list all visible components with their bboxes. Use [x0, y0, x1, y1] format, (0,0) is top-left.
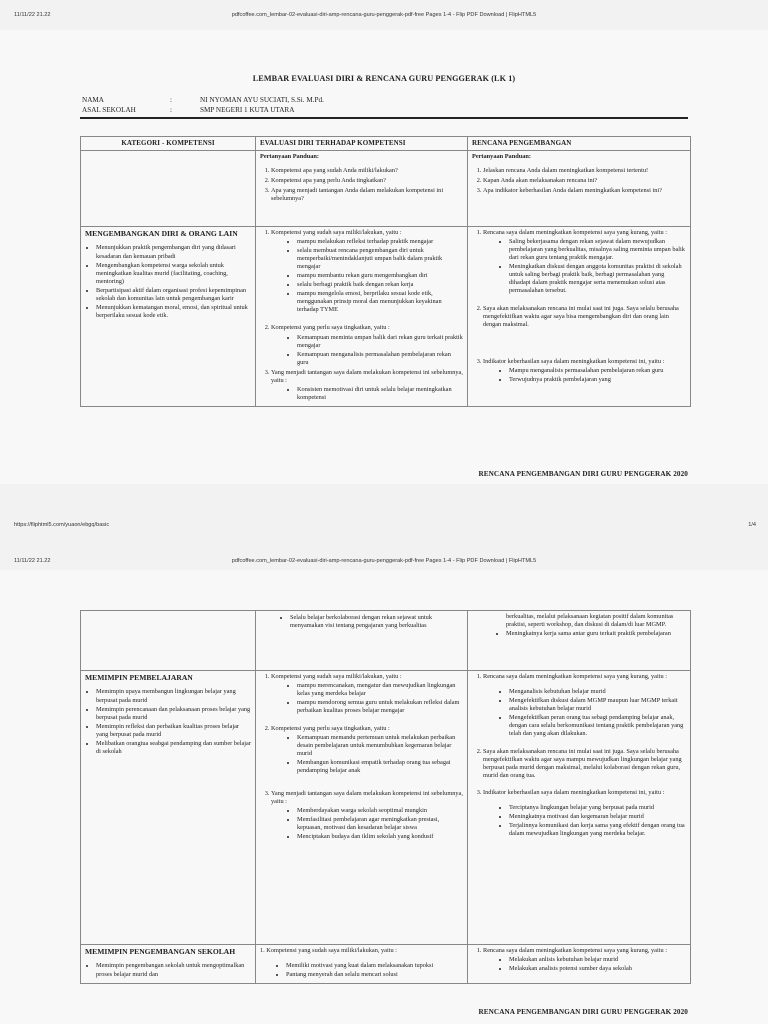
rencana-list: [472, 673, 686, 838]
guide-evaluasi-list: [260, 167, 463, 203]
sub-list: [483, 238, 686, 295]
list-item: • Mengefektifkan peran orang tua sebagi pendamping belajar anak, dengan cara selalu berkomunikasi tentang praktik pembelajaran yang telah dan yang akan dilakukan.: [509, 714, 686, 738]
evaluation-table-continued: [80, 610, 691, 984]
header-evaluasi: EVALUASI DIRI TERHADAP KOMPETENSI: [256, 137, 468, 151]
sekolah-value: SMP NEGERI 1 KUTA UTARA: [200, 106, 295, 114]
category-cell-memimpin-pembelajaran: [81, 671, 256, 945]
list-item: • Memimpin perencanaan dan pelaksanaan proses belajar yang berpusat pada murid: [96, 706, 251, 722]
nama-value: NI NYOMAN AYU SUCIATI, S.Si. M.Pd.: [200, 96, 324, 104]
list-item: • Menganalisis kebutuhan belajar murid: [509, 688, 686, 696]
print-page-title: pdfcoffee.com_lembar-02-evaluasi-diri-amp-rencana-guru-penggerak-pdf-free Pages 1-4 - Flip PDF Download | FlipHTML5: [231, 558, 537, 564]
rencana-cell-memimpin-pembelajaran: [468, 671, 691, 945]
sub-list: [260, 614, 463, 630]
sub-list: [260, 962, 463, 979]
item-heading: Rencana saya dalam meningkatkan kompetensi saya yang kurang, yaitu :: [483, 947, 667, 954]
page-footer: RENCANA PENGEMBANGAN DIRI GURU PENGGERAK 2020: [478, 470, 688, 478]
rencana-list: [472, 947, 686, 973]
list-item: • Kemampuan menganalisis permasalahan pembelajaran rekan guru: [297, 351, 463, 367]
category-title: MENGEMBANGKAN DIRI & ORANG LAIN: [85, 229, 238, 238]
list-item: • mampu mengelola emosi, berprilaku sesuai kode etik, menggunakan prinsip moral dan menunjukkan keyakinan terhadap TYME: [297, 290, 463, 314]
rencana-cell-mengembangkan: [468, 227, 691, 407]
evaluasi-cell-mengembangkan: [256, 227, 468, 407]
evaluasi-list: [260, 673, 463, 841]
list-item: • Menunjukkan kematangan moral, emosi, dan spiritual untuk berperilaku sesuai kode etik.: [96, 304, 251, 320]
category-title: MEMIMPIN PENGEMBANGAN SEKOLAH: [85, 947, 236, 956]
list-item: • Melibatkan orangtua seabgai pendamping dan sumber belajar di sekolah: [96, 740, 251, 756]
list-item: 3. Apa yang menjadi tantangan Anda dalam melakukan kompetensi ini sebelumnya?: [271, 187, 463, 203]
sub-list: [271, 807, 463, 841]
list-item: 1. Jelaskan rencana Anda dalam meningkatkan kompetensi tertentu!: [483, 167, 686, 175]
sub-list: [271, 334, 463, 367]
list-item: • mampu mendorong semua guru untuk melakukan refleksi dalam perbaikan kualitas proses belajar mengajar: [297, 699, 463, 715]
list-item: • mampu merencanakan, mengatur dan mewujudkan lingkungan kelas yang merdeka belajar: [297, 682, 463, 698]
sub-list: [483, 688, 686, 738]
header-rule: [80, 117, 688, 119]
evaluasi-cell-memimpin-pengembangan: [256, 945, 468, 984]
list-item: • Meningkatkan diskusi dengan anggota komunitas praktisi di sekolah untuk saling berbagi praktik baik, berbagi permasalahan yang dihadapi dalam praktik mengajar serta menemukan solusi atas permasalahan tersebut.: [509, 263, 686, 295]
list-item: • Terciptanya lingkungan belajar yang berpusat pada murid: [509, 804, 686, 812]
sub-list: [271, 386, 463, 402]
sub-list: [271, 734, 463, 775]
list-item: [483, 789, 686, 838]
list-item: • selalu berbagi praktik baik dengan rekan kerja: [297, 281, 463, 289]
list-item: • Konsisten memotivasi diri untuk selalu belajar meningkatkan kompetensi: [297, 386, 463, 402]
list-item: [271, 725, 463, 787]
list-item: • Mampu menganalisis permasalahan pembelajaran rekan guru: [509, 367, 686, 375]
item-heading: Kompetensi yang sudah saya miliki/lakukan, yaitu :: [271, 673, 402, 680]
sub-list: [271, 682, 463, 715]
list-item: • mampu melakukan refleksi terhadap praktik mengajar: [297, 238, 463, 246]
list-item: • mampu membantu rekan guru mengembangkan diri: [297, 272, 463, 280]
list-item: 2. Kompetensi apa yang perlu Anda tingkatkan?: [271, 177, 463, 185]
item-heading: 1. Kompetensi yang sudah saya miliki/lakukan, yaitu :: [260, 947, 397, 954]
list-item: [271, 790, 463, 841]
guide-label: Pertanyaan Panduan:: [260, 153, 319, 160]
list-item: • Melakukan analisis potensi sumber daya sekolah: [509, 965, 686, 973]
category-points: [85, 962, 251, 978]
category-points: [85, 244, 251, 319]
list-item: 3. Apa indikator keberhasilan Anda dalam meningkatkan kompetensi ini?: [483, 187, 686, 195]
list-item: [271, 369, 463, 402]
list-item: • Pantang menyerah dan selalu mencari solusi: [286, 971, 463, 979]
table-clip-page-2: [80, 610, 692, 1006]
guide-rencana-cell: [468, 151, 691, 227]
item-heading: Rencana saya dalam meningkatkan kompetensi saya yang kurang, yaitu :: [483, 229, 667, 236]
item-heading: Indikator keberhasilan saya dalam meningkatkan kompetensi ini, yaitu :: [483, 788, 665, 796]
list-item: • Mengembangkan kompetensi warga sekolah untuk meningkatkan kualitas murid (facilitating, coaching, mentoring): [96, 262, 251, 286]
list-item: • Saling bekerjasama dengan rekan sejawat dalam mewujudkan pembelajaran yang berkualitas, misalnya saling meminta umpan balik dari rekan guru tentang praktik mengajar.: [509, 238, 686, 262]
document-title: LEMBAR EVALUASI DIRI & RENCANA GURU PENGGERAK (LK 1): [252, 74, 516, 83]
list-item: 2. Kapan Anda akan melaksanakan rencana ini?: [483, 177, 686, 185]
guide-evaluasi-cell: [256, 151, 468, 227]
list-item: • Terwujudnya praktik pembelajaran yang: [509, 376, 686, 384]
list-item: [271, 673, 463, 723]
guide-empty-cell: [81, 151, 256, 227]
sekolah-label: ASAL SEKOLAH: [82, 106, 136, 114]
print-timestamp: 11/11/22 21.22: [14, 12, 51, 18]
list-item: [483, 673, 686, 746]
evaluasi-list: [260, 229, 463, 402]
evaluasi-cell-memimpin-pembelajaran: [256, 671, 468, 945]
item-heading: Kompetensi yang perlu saya tingkatkan, yaitu :: [271, 725, 390, 733]
nama-label: NAMA: [82, 96, 104, 104]
item-heading: Rencana saya dalam meningkatkan kompetensi saya yang kurang, yaitu :: [483, 673, 667, 680]
list-item: • Menciptakan budaya dan iklim sekolah yang kondusif: [297, 833, 463, 841]
list-item: • Berpartisipasi aktif dalam organisasi profesi kepemimpinan sekolah dan komunitas lain untuk pengembangan karir: [96, 287, 251, 303]
category-title: MEMIMPIN PEMBELAJARAN: [85, 673, 193, 682]
list-item: • Memiliki motivasi yang kuat dalam melaksanakan tupoksi: [286, 962, 463, 970]
list-item: • Memberdayakan warga sekolah seoptimal mungkin: [297, 807, 463, 815]
header-rencana: RENCANA PENGEMBANGAN: [468, 137, 691, 151]
item-heading: Kompetensi yang perlu saya tingkatkan, yaitu :: [271, 324, 390, 332]
list-item: [483, 358, 686, 384]
sekolah-colon: :: [170, 106, 172, 114]
list-item: • Membangun komunikasi empatik terhadap orang tua sebagai pendamping belajar anak: [297, 759, 463, 775]
item-heading: Yang menjadi tantangan saya dalam melakukan kompetensi ini sebelumnya, yaitu :: [271, 789, 463, 805]
evaluation-table: [80, 136, 691, 407]
category-cell-memimpin-pengembangan: [81, 945, 256, 984]
cont-empty-cell: [81, 611, 256, 671]
item-text: Saya akan melaksanakan rencana ini mulai saat ini juga. Saya selalu berusaha mengefektifkan waktu agar saya mampu mewujudkan lingkungan belajar yang berpusat pada murid dengan maksimal, melalui kolaborasi dengan rekan guru, murid dan orang tua.: [483, 748, 682, 780]
list-item: • Meningkatnya kerja sama antar guru terkait praktik pembelajaran: [506, 630, 686, 638]
cont-evaluasi-cell: [256, 611, 468, 671]
list-item: • Terjalinnya komunikasi dan kerja sama yang efektif dengan orang tua dalam mewujudkan lingkungan yang merdeka belajar.: [509, 822, 686, 838]
guide-label: Pertanyaan Panduan:: [472, 153, 531, 160]
list-item: • Mengefektifkan diskusi dalam MGMP maupun luar MGMP terkait analisis kebutuhan belajar murid: [509, 697, 686, 713]
print-url: https://fliphtml5.com/yuaon/ebgq/basic: [14, 522, 110, 528]
list-item: • Memimpin refleksi dan perbaikan kualitas proses belajar yang berpusat pada murid: [96, 723, 251, 739]
nama-colon: :: [170, 96, 172, 104]
item-heading: Kompetensi yang sudah saya miliki/lakukan, yaitu :: [271, 229, 402, 236]
sub-list: [483, 367, 686, 384]
list-item: • Kemampuan meminta umpan balik dari rekan guru terkait praktik mengajar: [297, 334, 463, 350]
list-item: • Memfasilitasi pembelajaran agar meningkatkan prestasi, kepuasan, motivasi dan kesadaran belajar siswa: [297, 816, 463, 832]
list-item: • Memimpin pengembangan sekolah untuk mengoptimalkan proses belajar murid dan: [96, 962, 251, 978]
print-page-number: 1/4: [748, 522, 756, 528]
list-item: [483, 748, 686, 786]
list-item: • Melakukan anlisis kebutuhan belajar murid: [509, 956, 686, 964]
guide-rencana-list: [472, 167, 686, 195]
print-page-title: pdfcoffee.com_lembar-02-evaluasi-diri-amp-rencana-guru-penggerak-pdf-free Pages 1-4 - Flip PDF Download | FlipHTML5: [231, 12, 537, 18]
item-heading: Indikator keberhasilan saya dalam meningkatkan kompetensi ini, yaitu :: [483, 357, 665, 365]
list-item: [271, 324, 463, 366]
list-item: [483, 947, 686, 973]
list-item: • Meningkatnya motivasi dan kegemaran belajar murid: [509, 813, 686, 821]
item-text: Saya akan melaksanakan rencana ini mulai saat ini juga. Saya selalu berusaha mengefektifkan waktu agar saya bisa mengembangkan diri dan orang lain dengan maksimal.: [483, 305, 679, 329]
cont-rencana-text: berkualitas, melalui pelaksanaan kegiatan positif dalam komunitas praktisi, seperti workshop, dan diskusi di dalam/di luar MGMP.: [506, 613, 674, 629]
print-header-2: [0, 556, 768, 568]
rencana-cell-memimpin-pengembangan: [468, 945, 691, 984]
sub-list: [483, 804, 686, 838]
list-item: • Kemampuan memandu pertemuan untuk melakukan perbaikan desain pembelajaran untuk menumbuhkan kegemaran belajar murid: [297, 734, 463, 758]
list-item: [483, 229, 686, 303]
print-footer: [0, 520, 768, 532]
sub-list: [271, 238, 463, 314]
category-cell-mengembangkan: [81, 227, 256, 407]
page-footer: RENCANA PENGEMBANGAN DIRI GURU PENGGERAK 2020: [478, 1008, 688, 1016]
list-item: • Memimpin upaya membangun lingkungan belajar yang berpusat pada murid: [96, 688, 251, 704]
header-kategori: KATEGORI - KOMPETENSI: [81, 137, 256, 151]
list-item: • Selalu belajar berkolaborasi dengan rekan sejawat untuk menyamakan visi tentang pengajaran yang berkualitas: [290, 614, 463, 630]
category-points: [85, 688, 251, 755]
sub-list: [483, 956, 686, 973]
table-clip-page-1: [80, 136, 692, 456]
print-header: [0, 10, 768, 22]
list-item: [271, 229, 463, 322]
list-item: • Menunjukkan praktik pengembangan diri yang didasari kesadaran dan kemauan pribadi: [96, 244, 251, 260]
list-item: • selalu membuat rencana pengembangan diri untuk memperbaiki/menindaklanjuti umpan balik dalam praktik mengajar: [297, 247, 463, 271]
item-heading: Yang menjadi tantangan saya dalam melakukan kompetensi ini sebelumnya, yaitu :: [271, 368, 463, 384]
cont-rencana-cell: [468, 611, 691, 671]
list-item: [483, 305, 686, 355]
sub-list: [472, 630, 686, 638]
list-item: 1. Kompetensi apa yang sudah Anda miliki/lakukan?: [271, 167, 463, 175]
print-timestamp: 11/11/22 21.22: [14, 558, 51, 564]
rencana-list: [472, 229, 686, 384]
